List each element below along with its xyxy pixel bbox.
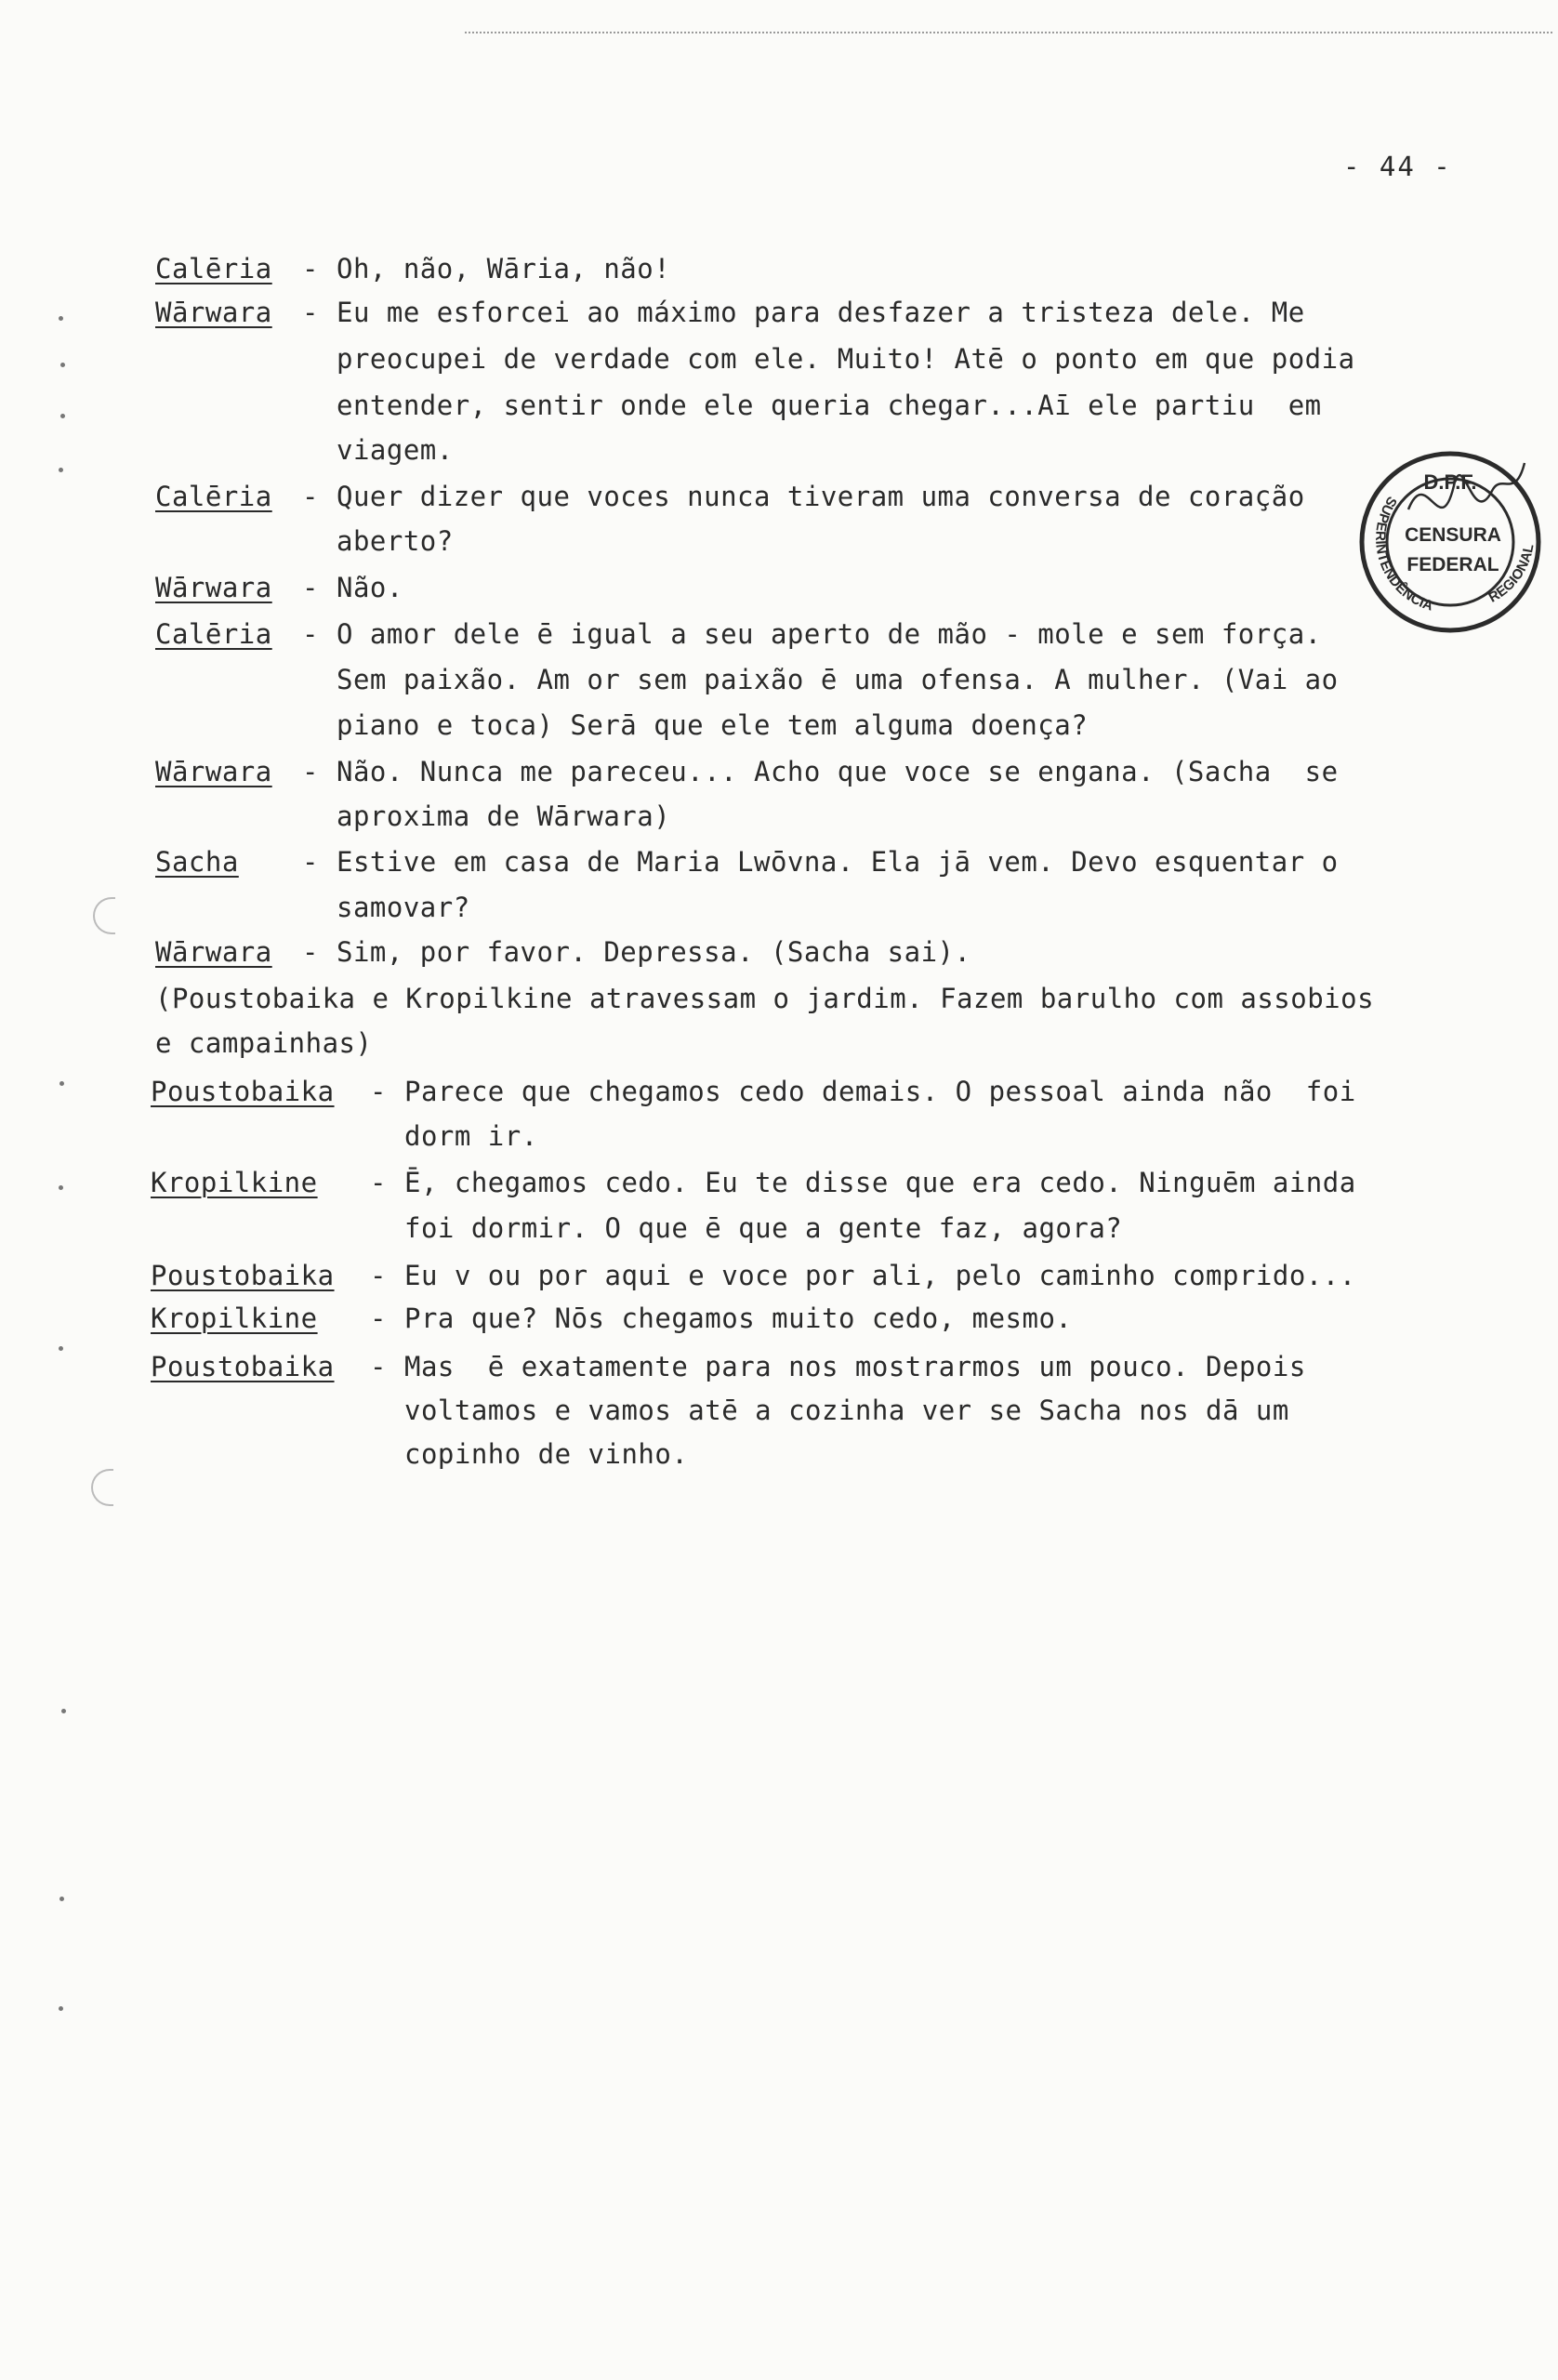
page-number: - 44 - bbox=[1343, 151, 1452, 182]
stamp-ring-left-text: SUPERINTENDÊNCIA bbox=[1372, 493, 1435, 615]
speaker-dash: - bbox=[302, 936, 319, 968]
margin-speck bbox=[59, 1081, 64, 1086]
stamp-top-text: D.P.F. bbox=[1423, 470, 1477, 494]
dialogue-text: voltamos e vamos atē a cozinha ver se Sacha nos dā um bbox=[404, 1395, 1289, 1426]
dialogue-text: entender, sentir onde ele queria chegar...Aī ele partiu em bbox=[337, 390, 1322, 421]
dialogue-text: copinho de vinho. bbox=[404, 1438, 689, 1470]
margin-speck bbox=[60, 414, 65, 418]
speaker-name: Poustobaika bbox=[151, 1351, 335, 1382]
speaker-dash: - bbox=[370, 1302, 387, 1334]
stage-direction: e campainhas) bbox=[155, 1027, 373, 1059]
stamp-center-line2: FEDERAL bbox=[1406, 554, 1499, 575]
dialogue-text: Não. Nunca me pareceu... Acho que voce se engana. (Sacha se bbox=[337, 756, 1339, 787]
speaker-dash: - bbox=[370, 1260, 387, 1291]
margin-speck bbox=[59, 316, 63, 321]
speaker-dash: - bbox=[302, 297, 319, 328]
margin-speck bbox=[59, 1185, 63, 1190]
dialogue-text: Pra que? Nōs chegamos muito cedo, mesmo. bbox=[404, 1302, 1073, 1334]
dialogue-text: Oh, não, Wāria, não! bbox=[337, 253, 671, 284]
dialogue-text: dorm ir. bbox=[404, 1120, 538, 1152]
stage-direction: (Poustobaika e Kropilkine atravessam o jardim. Fazem barulho com assobios bbox=[155, 983, 1375, 1014]
margin-punch-mark bbox=[91, 1469, 113, 1506]
dialogue-text: aproxima de Wārwara) bbox=[337, 800, 671, 832]
dialogue-text: O amor dele ē igual a seu aperto de mão - mole e sem força. bbox=[337, 618, 1322, 650]
dialogue-text: Eu v ou por aqui e voce por ali, pelo caminho comprido... bbox=[404, 1260, 1356, 1291]
speaker-name: Wārwara bbox=[155, 297, 272, 328]
speaker-name: Calēria bbox=[155, 253, 272, 284]
dialogue-text: piano e toca) Serā que ele tem alguma doença? bbox=[337, 709, 1089, 741]
speaker-name: Kropilkine bbox=[151, 1302, 318, 1334]
stamp-ring-right-text: REGIONAL bbox=[1485, 542, 1538, 606]
speaker-name: Calēria bbox=[155, 481, 272, 512]
margin-speck bbox=[61, 1709, 66, 1713]
speaker-dash: - bbox=[370, 1167, 387, 1198]
speaker-dash: - bbox=[302, 253, 319, 284]
dialogue-text: Não. bbox=[337, 572, 403, 603]
speaker-dash: - bbox=[370, 1076, 387, 1107]
speaker-name: Wārwara bbox=[155, 572, 272, 603]
censorship-stamp bbox=[1353, 444, 1548, 640]
dialogue-text: Mas ē exatamente para nos mostrarmos um pouco. Depois bbox=[404, 1351, 1306, 1382]
speaker-name: Poustobaika bbox=[151, 1076, 335, 1107]
dialogue-text: Sem paixão. Am or sem paixão ē uma ofensa. A mulher. (Vai ao bbox=[337, 664, 1339, 695]
dialogue-text: aberto? bbox=[337, 525, 454, 557]
dialogue-text: Quer dizer que voces nunca tiveram uma conversa de coração bbox=[337, 481, 1305, 512]
speaker-name: Calēria bbox=[155, 618, 272, 650]
speaker-dash: - bbox=[370, 1351, 387, 1382]
top-edge-scan-line bbox=[465, 32, 1552, 33]
dialogue-text: Estive em casa de Maria Lwōvna. Ela jā vem. Devo esquentar o bbox=[337, 846, 1339, 878]
dialogue-text: Eu me esforcei ao máximo para desfazer a tristeza dele. Me bbox=[337, 297, 1305, 328]
speaker-dash: - bbox=[302, 846, 319, 878]
dialogue-text: samovar? bbox=[337, 892, 470, 923]
margin-speck bbox=[59, 468, 63, 472]
speaker-dash: - bbox=[302, 618, 319, 650]
speaker-name: Wārwara bbox=[155, 756, 272, 787]
margin-punch-mark bbox=[93, 897, 115, 934]
dialogue-text: preocupei de verdade com ele. Muito! Atē o ponto em que podia bbox=[337, 343, 1355, 375]
dialogue-text: foi dormir. O que ē que a gente faz, agora? bbox=[404, 1212, 1123, 1244]
speaker-dash: - bbox=[302, 481, 319, 512]
dialogue-text: viagem. bbox=[337, 434, 454, 466]
stamp-center-line1: CENSURA bbox=[1405, 524, 1501, 546]
speaker-name: Kropilkine bbox=[151, 1167, 318, 1198]
dialogue-text: Ē, chegamos cedo. Eu te disse que era cedo. Ninguēm ainda bbox=[404, 1167, 1356, 1198]
margin-speck bbox=[60, 363, 65, 367]
speaker-dash: - bbox=[302, 572, 319, 603]
margin-speck bbox=[59, 1897, 64, 1901]
margin-speck bbox=[59, 2006, 63, 2011]
speaker-name: Poustobaika bbox=[151, 1260, 335, 1291]
speaker-dash: - bbox=[302, 756, 319, 787]
margin-speck bbox=[59, 1346, 63, 1351]
dialogue-text: Parece que chegamos cedo demais. O pessoal ainda não foi bbox=[404, 1076, 1356, 1107]
speaker-name: Sacha bbox=[155, 846, 239, 878]
speaker-name: Wārwara bbox=[155, 936, 272, 968]
dialogue-text: Sim, por favor. Depressa. (Sacha sai). bbox=[337, 936, 971, 968]
